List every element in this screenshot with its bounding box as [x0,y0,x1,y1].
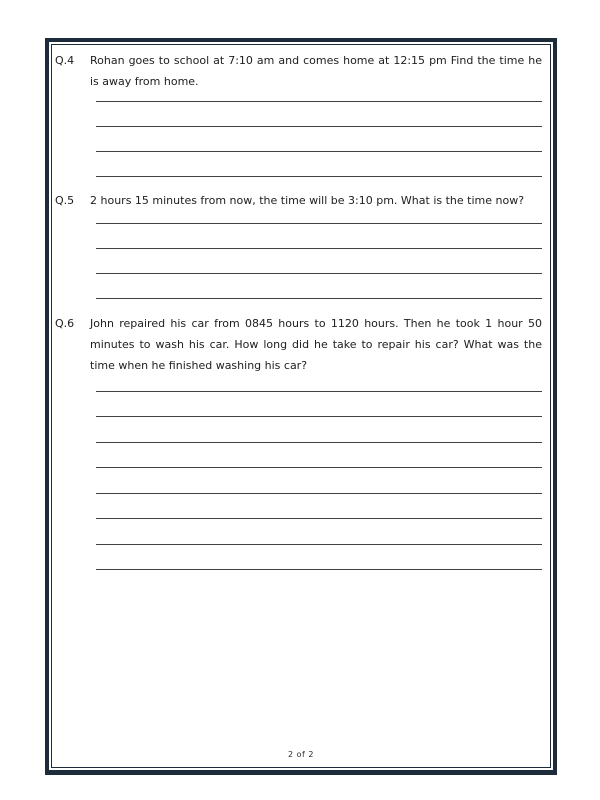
answer-line [96,249,542,274]
question-6-text: John repaired his car from 0845 hours to 1120 hours. Then he took 1 hour 50 minutes to wash his car. How long did he take to repair his car? What was the time when he finished washing his car? [90,317,542,372]
answer-line [96,545,542,571]
page-number: 2 of 2 [288,750,314,759]
answer-line [96,443,542,469]
question-5 [55,190,542,211]
answer-line [96,468,542,494]
question-5-number: Q.5 [55,194,75,207]
question-4 [55,50,542,92]
answer-line [96,417,542,443]
question-5-text: 2 hours 15 minutes from now, the time will be 3:10 pm. What is the time now? [90,194,525,207]
answer-line [96,274,542,299]
answer-line [96,102,542,127]
question-4-text: Rohan goes to school at 7:10 am and comes home at 12:15 pm Find the time he is away from home. [90,54,542,88]
question-5-answer-lines [96,199,542,299]
answer-line [96,152,542,177]
answer-line [96,494,542,520]
answer-line [96,519,542,545]
question-6-number: Q.6 [55,317,75,330]
question-6 [55,313,542,376]
answer-line [96,127,542,152]
question-4-answer-lines [96,77,542,177]
page-border-frame [45,38,557,775]
answer-line [96,392,542,418]
answer-line [96,224,542,249]
question-4-number: Q.4 [55,54,75,67]
question-6-answer-lines [96,366,542,570]
page-border-inner [51,44,551,768]
